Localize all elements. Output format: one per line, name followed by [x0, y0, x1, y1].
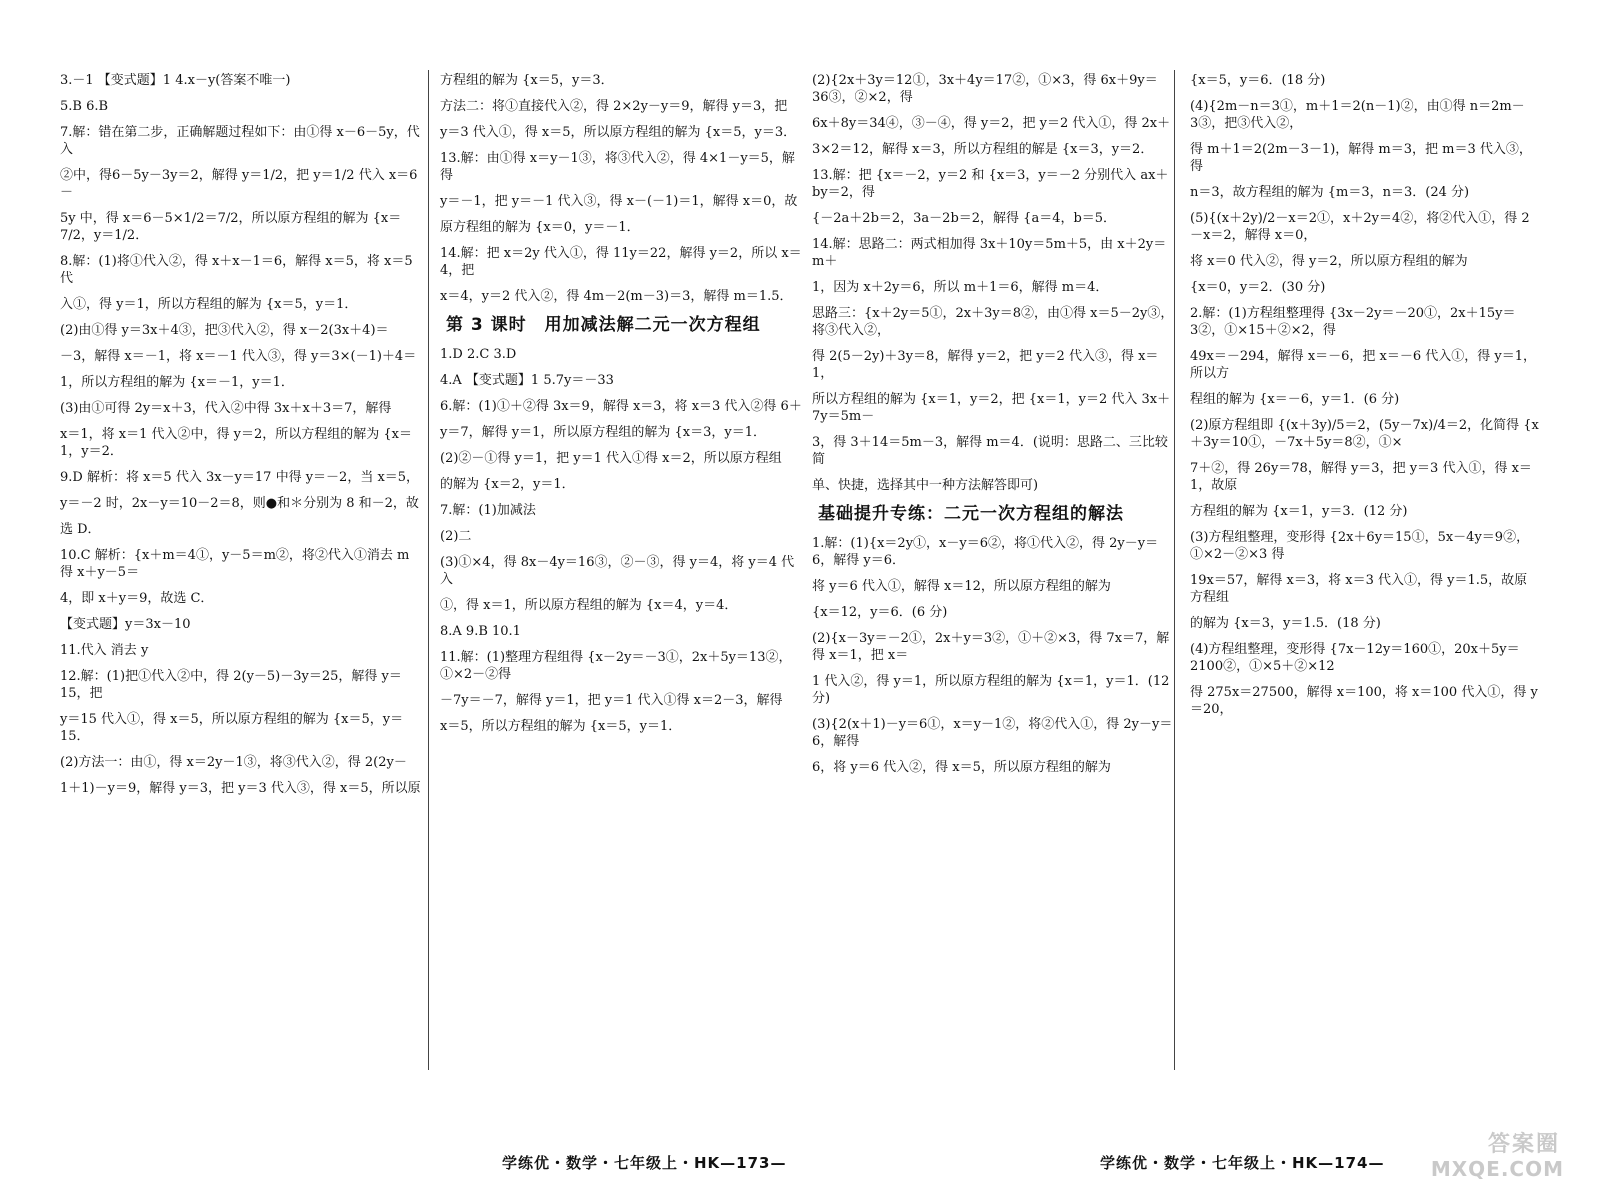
answer-line: 11.解：(1)整理方程组得 {x－2y＝－3①，2x＋5y＝13②，①×2－②得	[440, 650, 792, 682]
answer-line: (2){x－3y＝－2①，2x＋y＝3②，①＋②×3，得 7x＝7，解得 x＝1，把 x＝	[812, 631, 1170, 663]
answer-line: 4，即 x＋y＝9，故选 C．	[60, 591, 214, 606]
answer-line: 3，得 3＋14＝5m－3，解得 m＝4．(说明：思路二、三比较简	[812, 435, 1168, 467]
answer-line: 5.B 6.B	[60, 99, 109, 114]
answer-line: 11.代入 消去 y	[60, 643, 149, 658]
answer-line: ①，得 x＝1，所以原方程组的解为 {x＝4，y＝4．	[440, 598, 738, 613]
answer-line: (4){2m－n＝3①，m＋1＝2(n－1)②，由①得 n＝2m－3③，把③代入②，	[1190, 99, 1525, 131]
answer-line: (4)方程组整理，变形得 {7x－12y＝160①，20x＋5y＝2100②，①×5＋②×12	[1190, 642, 1520, 674]
answer-line: 1，所以方程组的解为 {x＝－1，y＝1．	[60, 375, 294, 390]
answer-line: －7y＝－7，解得 y＝1，把 y＝1 代入①得 x＝2－3，解得	[440, 693, 783, 708]
right-page	[800, 0, 1600, 1195]
answer-line: ②中，得6－5y－3y＝2，解得 y＝1/2，把 y＝1/2 代入 x＝6－	[60, 168, 418, 200]
page-footer: 学练优・数学・七年级上・HK—173—	[502, 1154, 787, 1172]
answer-line: y＝7，解得 y＝1，所以原方程组的解为 {x＝3，y＝1．	[440, 425, 766, 440]
answer-line: 方程组的解为 {x＝1，y＝3．(12 分)	[1190, 504, 1408, 519]
answer-line: 3×2＝12，解得 x＝3，所以方程组的解是 {x＝3，y＝2．	[812, 142, 1154, 157]
answer-line: {－2a＋2b＝2，3a－2b＝2，解得 {a＝4，b＝5．	[812, 211, 1117, 226]
answer-line: 10.C 解析：{x＋m＝4①，y－5＝m②，将②代入①消去 m 得 x＋y－5＝	[60, 548, 410, 580]
answer-line: (3)方程组整理，变形得 {2x＋6y＝15①，5x－4y＝9②，①×2－②×3 得	[1190, 530, 1530, 562]
answer-line: x＝1，将 x＝1 代入②中，得 y＝2，所以方程组的解为 {x＝1，y＝2．	[60, 427, 412, 459]
watermark-logo	[1414, 1127, 1564, 1187]
answer-line: 方程组的解为 {x＝5，y＝3．	[440, 73, 614, 88]
answer-line: 程组的解为 {x＝－6，y＝1．(6 分)	[1190, 392, 1400, 407]
answer-line: 得 2(5－2y)＋3y＝8，解得 y＝2，把 y＝2 代入③，得 x＝1，	[812, 349, 1159, 381]
answer-line: 19x＝57，解得 x＝3，将 x＝3 代入①，得 y＝1.5，故原方程组	[1190, 573, 1528, 605]
page-footer: 学练优・数学・七年级上・HK—174—	[1100, 1154, 1385, 1172]
answer-line: 14.解：把 x＝2y 代入①，得 11y＝22，解得 y＝2，所以 x＝4，把	[440, 246, 802, 278]
answer-line: (2)②－①得 y＝1，把 y＝1 代入①得 x＝2，所以原方程组	[440, 451, 782, 466]
answer-line: (2){2x＋3y＝12①，3x＋4y＝17②，①×3，得 6x＋9y＝36③，②×2，得	[812, 73, 1158, 105]
answer-line: y＝－2 时，2x－y＝10－2＝8，则●和＊分别为 8 和－2，故	[60, 496, 419, 511]
answer-line: y＝－1，把 y＝－1 代入③，得 x－(－1)＝1，解得 x＝0，故	[440, 194, 798, 209]
answer-line: (2)原方程组即 {(x＋3y)/5＝2，(5y－7x)/4＝2，化简得 {x＋3y＝10①，－7x＋5y＝8②，①×	[1190, 418, 1539, 450]
answer-line: 2.解：(1)方程组整理得 {3x－2y＝－20①，2x＋15y＝3②，①×15＋②×2，得	[1190, 306, 1516, 338]
answer-line: {x＝5，y＝6．(18 分)	[1190, 73, 1326, 88]
answer-line: 入①，得 y＝1，所以方程组的解为 {x＝5，y＝1．	[60, 297, 358, 312]
left-column-b	[440, 72, 802, 744]
answer-line: (2)由①得 y＝3x＋4③，把③代入②，得 x－2(3x＋4)＝	[60, 323, 389, 338]
watermark-url: MXQE.COM	[1430, 1157, 1564, 1181]
answer-line: {x＝12，y＝6．(6 分)	[812, 605, 948, 620]
section-title: 基础提升专练：二元一次方程组的解法	[818, 504, 1124, 524]
answer-line: 方法二：将①直接代入②，得 2×2y－y＝9，解得 y＝3，把	[440, 99, 788, 114]
answer-line: (5){(x＋2y)/2－x＝2①，x＋2y＝4②，将②代入①，得 2－x＝2，解得 x＝0，	[1190, 211, 1530, 243]
answer-line: 7＋②，得 26y＝78，解得 y＝3，把 y＝3 代入①，得 x＝1，故原	[1190, 461, 1532, 493]
answer-line: 7.解：(1)加减法	[440, 503, 536, 518]
answer-line: 将 x＝0 代入②，得 y＝2，所以原方程组的解为	[1190, 254, 1468, 269]
answer-line: 8.解：(1)将①代入②，得 x＋x－1＝6，解得 x＝5，将 x＝5 代	[60, 254, 413, 286]
column-divider	[428, 70, 429, 1070]
answer-line: (2)方法一：由①，得 x＝2y－1③，将③代入②，得 2(2y－	[60, 755, 407, 770]
answer-line: (3)①×4，得 8x－4y＝16③，②－③，得 y＝4，将 y＝4 代入	[440, 555, 795, 587]
answer-line: 选 D．	[60, 522, 101, 537]
answer-line: {x＝0，y＝2．(30 分)	[1190, 280, 1326, 295]
answer-line: 5y 中，得 x＝6－5×1/2＝7/2，所以原方程组的解为 {x＝7/2，y＝1/2．	[60, 211, 402, 243]
column-divider	[1174, 70, 1175, 1070]
left-column-a	[60, 72, 422, 806]
answer-line: 【变式题】y＝3x－10	[60, 617, 191, 632]
answer-line: 1 代入②，得 y＝1，所以原方程组的解为 {x＝1，y＝1．(12 分)	[812, 674, 1170, 706]
answer-line: 单、快捷，选择其中一种方法解答即可)	[812, 478, 1039, 493]
answer-line: 所以方程组的解为 {x＝1，y＝2，把 {x＝1，y＝2 代入 3x＋7y＝5m－	[812, 392, 1171, 424]
answer-line: 的解为 {x＝2，y＝1．	[440, 477, 575, 492]
answer-line: x＝5，所以方程组的解为 {x＝5，y＝1．	[440, 719, 682, 734]
answer-line: (3){2(x＋1)－y＝6①，x＝y－1②，将②代入①，得 2y－y＝6，解得	[812, 717, 1173, 749]
answer-line: 13.解：把 {x＝－2，y＝2 和 {x＝3，y＝－2 分别代入 ax＋by＝2，得	[812, 168, 1169, 200]
answer-line: 1.D 2.C 3.D	[440, 347, 517, 362]
answer-line: 得 m＋1＝2(2m－3－1)，解得 m＝3，把 m＝3 代入③，得	[1190, 142, 1532, 174]
answer-line: y＝15 代入①，得 x＝5，所以原方程组的解为 {x＝5，y＝15．	[60, 712, 404, 744]
answer-line: 14.解：思路二：两式相加得 3x＋10y＝5m＋5，由 x＋2y＝m＋	[812, 237, 1167, 269]
answer-line: 原方程组的解为 {x＝0，y＝－1．	[440, 220, 640, 235]
answer-line: 3.－1 【变式题】1 4.x－y(答案不唯一)	[60, 73, 291, 88]
answer-line: y＝3 代入①，得 x＝5，所以原方程组的解为 {x＝5，y＝3．	[440, 125, 797, 140]
answer-line: 4.A 【变式题】1 5.7y＝－33	[440, 373, 614, 388]
answer-line: (2)二	[440, 529, 472, 544]
answer-line: 9.D 解析：将 x＝5 代入 3x－y＝17 中得 y＝－2，当 x＝5，	[60, 470, 420, 485]
answer-line: 的解为 {x＝3，y＝1.5．(18 分)	[1190, 616, 1381, 631]
answer-line: 6.解：(1)①＋②得 3x＝9，解得 x＝3，将 x＝3 代入②得 6＋	[440, 399, 802, 414]
answer-line: 6x＋8y＝34④，③－④，得 y＝2，把 y＝2 代入①，得 2x＋	[812, 116, 1171, 131]
section-title: 第 3 课时 用加减法解二元一次方程组	[446, 315, 761, 335]
answer-line: 得 275x＝27500，解得 x＝100，将 x＝100 代入①，得 y＝20，	[1190, 685, 1538, 717]
answer-line: －3，解得 x＝－1，将 x＝－1 代入③，得 y＝3×(－1)＋4＝	[60, 349, 417, 364]
answer-line: 1.解：(1){x＝2y①，x－y＝6②，将①代入②，得 2y－y＝6，解得 y＝6．	[812, 536, 1159, 568]
answer-line: 49x＝－294，解得 x＝－6，把 x＝－6 代入①，得 y＝1，所以方	[1190, 349, 1537, 381]
watermark-text: 答案圈	[1487, 1132, 1560, 1157]
answer-line: 7.解：错在第二步，正确解题过程如下：由①得 x－6－5y，代入	[60, 125, 420, 157]
answer-line: 1，因为 x＋2y＝6，所以 m＋1＝6，解得 m＝4．	[812, 280, 1109, 295]
answer-line: n＝3，故方程组的解为 {m＝3，n＝3．(24 分)	[1190, 185, 1470, 200]
answer-line: 1＋1)－y＝9，解得 y＝3，把 y＝3 代入③，得 x＝5，所以原	[60, 781, 421, 796]
answer-line: (3)由①可得 2y＝x＋3，代入②中得 3x＋x＋3＝7，解得	[60, 401, 392, 416]
answer-line: 将 y＝6 代入①，解得 x＝12，所以原方程组的解为	[812, 579, 1111, 594]
answer-line: 13.解：由①得 x＝y－1③，将③代入②，得 4×1－y＝5，解得	[440, 151, 795, 183]
answer-line: 思路三：{x＋2y＝5①，2x＋3y＝8②，由①得 x＝5－2y③，将③代入②，	[812, 306, 1174, 338]
answer-line: 12.解：(1)把①代入②中，得 2(y－5)－3y＝25，解得 y＝15，把	[60, 669, 402, 701]
answer-line: x＝4，y＝2 代入②，得 4m－2(m－3)＝3，解得 m＝1.5．	[440, 289, 793, 304]
answer-line: 8.A 9.B 10.1	[440, 624, 521, 639]
right-column-b	[1190, 72, 1540, 727]
right-column-a	[812, 72, 1174, 785]
answer-line: 6，将 y＝6 代入②，得 x＝5，所以原方程组的解为	[812, 760, 1111, 775]
